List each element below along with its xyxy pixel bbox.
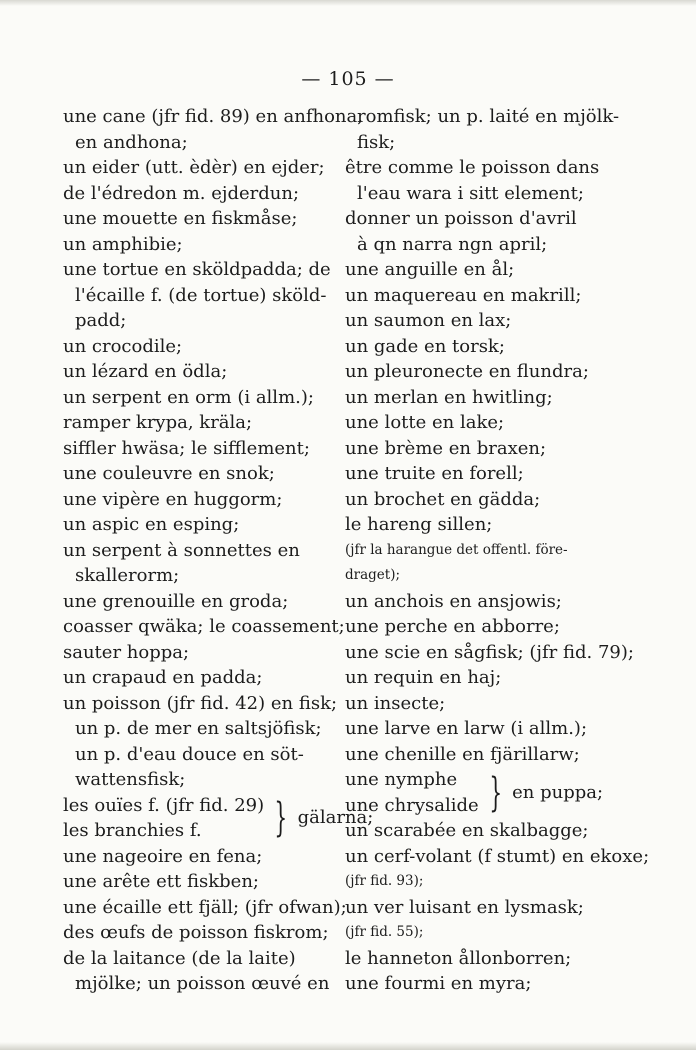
entry-line: un crapaud en padda; (63, 667, 263, 688)
entry-line: un poisson (jfr fid. 42) en fisk; (63, 692, 338, 714)
entry-line: une brème en braxen; (345, 437, 547, 459)
entry-line: une écaille ett fjäll; (jfr ofwan); (63, 896, 347, 918)
entry-line: une arête ett fiskben; (63, 871, 259, 892)
entry-line: le hanneton ållonborren; (345, 947, 572, 969)
entry-line: un lézard en ödla; (63, 361, 228, 382)
entry-line: l'eau wara i sitt element; (357, 182, 584, 204)
entry-line: wattensfisk; (75, 769, 186, 790)
brace-icon: } (274, 795, 288, 841)
right-column (345, 104, 650, 997)
entry-line: un p. d'eau douce en söt- (75, 743, 304, 765)
page-number: — 105 — (301, 68, 395, 90)
entry-line: une grenouille en groda; (63, 590, 289, 612)
entry-line: une truite en forell; (345, 463, 524, 484)
entry-line: une nymphe (345, 769, 458, 790)
bracket-translation: gälarna; (297, 807, 374, 829)
entry-line: le hareng sillen; (345, 514, 493, 535)
entry-line: de la laitance (de la laite) (63, 947, 296, 969)
entry-line: coasser qwäka; le coassement; (63, 616, 345, 637)
entry-line: un serpent en orm (i allm.); (63, 386, 314, 408)
entry-line: une fourmi en myra; (345, 973, 532, 994)
entry-line: un cerf-volant (f stumt) en ekoxe; (345, 845, 650, 867)
page-top-edge (0, 0, 696, 6)
entry-line: l'écaille f. (de tortue) sköld- (75, 284, 327, 306)
entry-line: draget); (345, 567, 401, 583)
entry-line: les branchies f. (63, 820, 202, 841)
entry-line: un ver luisant en lysmask; (345, 896, 584, 918)
brace-icon: } (489, 769, 502, 816)
entry-line: en andhona; (75, 131, 188, 153)
entry-line: un serpent à sonnettes en (63, 539, 300, 561)
entry-line: être comme le poisson dans (345, 157, 600, 178)
entry-line: des œufs de poisson fiskrom; (63, 922, 329, 943)
entry-line: un requin en haj; (345, 667, 502, 688)
entry-line: à qn narra ngn april; (357, 233, 548, 255)
entry-line: une vipère en huggorm; (63, 488, 283, 510)
entry-line: fisk; (357, 131, 396, 153)
entry-line: un crocodile; (63, 335, 183, 357)
entry-line: sauter hoppa; (63, 641, 190, 663)
entry-line: un eider (utt. èdèr) en ejder; (63, 157, 325, 178)
entry-line: une scie en sågfisk; (jfr fid. 79); (345, 641, 634, 663)
bracket-entry (63, 793, 374, 844)
entry-line: une lotte en lake; (345, 412, 505, 433)
entry-line: un merlan en hwitling; (345, 386, 553, 408)
entry-line: padd; (75, 310, 127, 331)
entry-line: un amphibie; (63, 233, 183, 255)
entry-line: (jfr la harangue det offentl. före- (345, 541, 568, 558)
page-bottom-edge (0, 1042, 696, 1050)
bracket-entry (345, 767, 620, 818)
entry-line: une chrysalide (345, 794, 479, 816)
entry-line: une anguille en ål; (345, 259, 515, 280)
entry-line: les ouïes f. (jfr fid. 29) (63, 794, 265, 816)
entry-line: romfisk; un p. laité en mjölk- (357, 106, 620, 127)
entry-line: un scarabée en skalbagge; (345, 820, 589, 841)
entry-line: (jfr fid. 93); (345, 873, 424, 889)
entry-line: donner un poisson d'avril (345, 208, 577, 229)
entry-line: un maquereau en makrill; (345, 284, 582, 306)
entry-line: une nageoire en fena; (63, 845, 263, 867)
entry-line: un aspic en esping; (63, 514, 240, 535)
entry-line: un pleuronecte en flundra; (345, 361, 589, 382)
entry-line: une mouette en fiskmåse; (63, 208, 298, 229)
entry-line: mjölke; un poisson œuvé en (75, 973, 330, 994)
entry-line: une tortue en sköldpadda; de (63, 259, 331, 280)
entry-line: un brochet en gädda; (345, 488, 541, 510)
entry-line: un p. de mer en saltsjöfisk; (75, 718, 322, 739)
entry-line: une perche en abborre; (345, 616, 560, 637)
entry-line: une cane (jfr fid. 89) en anfhona, (63, 106, 363, 127)
entry-line: une larve en larw (i allm.); (345, 718, 588, 739)
entry-line: un insecte; (345, 692, 446, 714)
entry-line: ramper krypa, kräla; (63, 412, 253, 433)
entry-line: de l'édredon m. ejderdun; (63, 182, 300, 204)
entry-line: une couleuvre en snok; (63, 463, 275, 484)
entry-line: un anchois en ansjowis; (345, 590, 562, 612)
entry-line: (jfr fid. 55); (345, 924, 424, 940)
entry-line: siffler hwäsa; le sifflement; (63, 437, 310, 459)
entry-line: un gade en torsk; (345, 335, 505, 357)
entry-line: une chenille en fjärillarw; (345, 743, 580, 765)
entry-line: un saumon en lax; (345, 310, 512, 331)
bracket-translation: en puppa; (512, 781, 604, 803)
entry-line: skallerorm; (75, 565, 180, 586)
